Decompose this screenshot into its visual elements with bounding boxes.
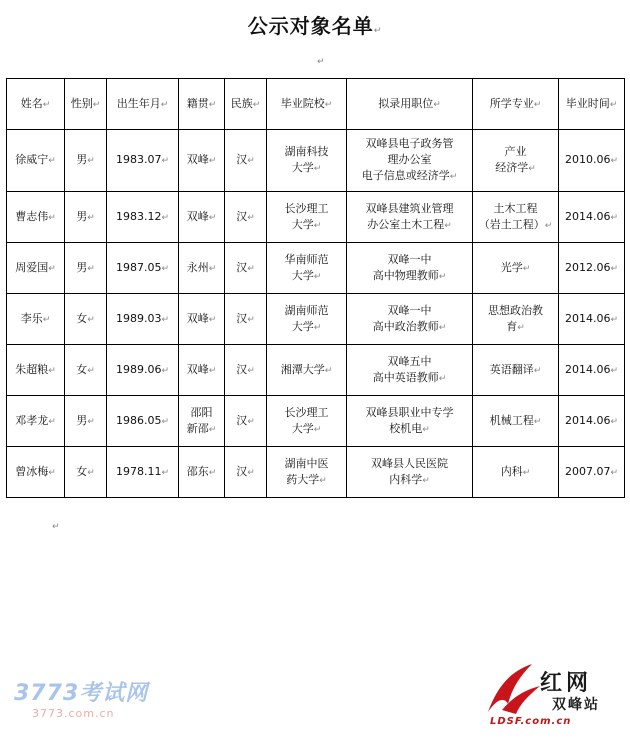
rednet-station-text: 双峰站 xyxy=(552,697,600,713)
paragraph-mark: ↵ xyxy=(87,365,95,376)
paragraph-mark: ↵ xyxy=(247,365,255,376)
paragraph-mark: ↵ xyxy=(444,220,452,231)
table-cell: 土木工程 （岩土工程）↵ xyxy=(473,192,559,243)
table-row xyxy=(7,130,625,192)
title-text: 公示对象名单 xyxy=(247,14,374,38)
table-cell: 内科↵ xyxy=(473,447,559,498)
table-cell: 机械工程↵ xyxy=(473,396,559,447)
table-cell: 2014.06↵ xyxy=(559,396,625,447)
table-cell: 1989.03↵ xyxy=(107,294,179,345)
document-title xyxy=(0,10,630,39)
paragraph-mark: ↵ xyxy=(247,263,255,274)
paragraph-mark: ↵ xyxy=(52,522,60,532)
table-row xyxy=(7,192,625,243)
paragraph-mark: ↵ xyxy=(252,99,261,110)
table-row xyxy=(7,294,625,345)
paragraph-mark: ↵ xyxy=(517,322,525,333)
exam-site-watermark xyxy=(14,676,174,720)
paragraph-mark: ↵ xyxy=(438,322,447,333)
rednet-logo-text: 红网 xyxy=(540,671,593,696)
paragraph-mark: ↵ xyxy=(533,365,542,376)
table-cell: 湘潭大学↵ xyxy=(267,345,347,396)
column-header: 性别↵ xyxy=(65,79,107,130)
column-header: 籍贯↵ xyxy=(179,79,225,130)
table-cell: 2014.06↵ xyxy=(559,192,625,243)
column-header: 出生年月↵ xyxy=(107,79,179,130)
table-cell: 女↵ xyxy=(65,294,107,345)
table-cell: 双峰↵ xyxy=(179,130,225,192)
paragraph-mark: ↵ xyxy=(48,416,56,427)
table-cell: 2010.06↵ xyxy=(559,130,625,192)
column-header: 姓名↵ xyxy=(7,79,65,130)
paragraph-mark: ↵ xyxy=(422,424,430,435)
exam-site-logo-text: 3773考试网 xyxy=(14,681,149,706)
table-cell: 徐威宁↵ xyxy=(7,130,65,192)
table-cell: 1983.12↵ xyxy=(107,192,179,243)
paragraph-mark: ↵ xyxy=(208,424,217,435)
paragraph-mark: ↵ xyxy=(161,212,170,223)
table-row xyxy=(7,345,625,396)
table-cell: 双峰↵ xyxy=(179,192,225,243)
table-cell: 男↵ xyxy=(65,243,107,294)
table-cell: 湖南科技 大学↵ xyxy=(267,130,347,192)
table-cell: 女↵ xyxy=(65,345,107,396)
table-cell: 思想政治教 育↵ xyxy=(473,294,559,345)
paragraph-mark: ↵ xyxy=(610,156,619,166)
rednet-swoosh-icon xyxy=(482,660,544,718)
paragraph-mark: ↵ xyxy=(208,314,217,325)
paragraph-mark: ↵ xyxy=(313,322,322,333)
paragraph-mark: ↵ xyxy=(449,172,458,182)
table-cell: 邵东↵ xyxy=(179,447,225,498)
table-cell: 李乐↵ xyxy=(7,294,65,345)
table-cell: 1989.06↵ xyxy=(107,345,179,396)
table-cell: 双峰县职业中专学 校机电↵ xyxy=(347,396,473,447)
paragraph-mark: ↵ xyxy=(533,99,542,110)
table-cell: 2014.06↵ xyxy=(559,345,625,396)
paragraph-mark: ↵ xyxy=(317,57,325,67)
paragraph-mark: ↵ xyxy=(319,475,327,486)
table-cell: 邵阳 新邵↵ xyxy=(179,396,225,447)
table-cell: 曹志伟↵ xyxy=(7,192,65,243)
table-cell: 2014.06↵ xyxy=(559,294,625,345)
paragraph-mark: ↵ xyxy=(609,99,618,110)
paragraph-mark: ↵ xyxy=(247,314,255,325)
table-header-row xyxy=(7,79,625,130)
paragraph-mark: ↵ xyxy=(610,263,619,274)
table-cell: 湖南师范 大学↵ xyxy=(267,294,347,345)
paragraph-mark: ↵ xyxy=(247,416,255,427)
paragraph-mark: ↵ xyxy=(87,212,95,223)
table-cell: 1987.05↵ xyxy=(107,243,179,294)
table-cell: 长沙理工 大学↵ xyxy=(267,396,347,447)
table-cell: 汉↵ xyxy=(225,447,267,498)
paragraph-mark: ↵ xyxy=(161,365,170,376)
paragraph-mark: ↵ xyxy=(313,220,322,231)
table-cell: 女↵ xyxy=(65,447,107,498)
paragraph-mark: ↵ xyxy=(610,212,619,223)
table-cell: 双峰县电子政务管 理办公室 电子信息或经济学↵ xyxy=(347,130,473,192)
table-cell: 男↵ xyxy=(65,396,107,447)
paragraph-mark: ↵ xyxy=(247,212,255,223)
column-header: 毕业院校↵ xyxy=(267,79,347,130)
column-header: 所学专业↵ xyxy=(473,79,559,130)
table-row xyxy=(7,396,625,447)
table-cell: 长沙理工 大学↵ xyxy=(267,192,347,243)
table-cell: 双峰一中 高中物理教师↵ xyxy=(347,243,473,294)
paragraph-mark: ↵ xyxy=(313,424,322,435)
paragraph-mark: ↵ xyxy=(533,416,542,427)
paragraph-mark: ↵ xyxy=(610,416,619,427)
table-cell: 汉↵ xyxy=(225,396,267,447)
paragraph-mark: ↵ xyxy=(522,467,531,478)
table-cell: 产业 经济学↵ xyxy=(473,130,559,192)
paragraph-mark: ↵ xyxy=(610,467,619,478)
paragraph-mark: ↵ xyxy=(48,212,56,223)
paragraph-mark: ↵ xyxy=(87,156,95,166)
table-cell: 双峰↵ xyxy=(179,294,225,345)
table-cell: 汉↵ xyxy=(225,345,267,396)
paragraph-mark: ↵ xyxy=(422,475,430,486)
table-cell: 1978.11↵ xyxy=(107,447,179,498)
paragraph-mark: ↵ xyxy=(313,164,322,174)
table-cell: 男↵ xyxy=(65,130,107,192)
table-cell: 华南师范 大学↵ xyxy=(267,243,347,294)
paragraph-mark: ↵ xyxy=(247,467,255,478)
table-cell: 双峰五中 高中英语教师↵ xyxy=(347,345,473,396)
paragraph-mark: ↵ xyxy=(87,416,95,427)
paragraph-mark: ↵ xyxy=(522,263,531,274)
table-row xyxy=(7,243,625,294)
paragraph-mark: ↵ xyxy=(48,467,56,478)
paragraph-mark: ↵ xyxy=(433,99,441,110)
table-cell: 永州↵ xyxy=(179,243,225,294)
exam-site-url: 3773.com.cn xyxy=(32,707,115,720)
table-cell: 2012.06↵ xyxy=(559,243,625,294)
paragraph-mark: ↵ xyxy=(42,99,51,110)
paragraph-mark: ↵ xyxy=(438,373,447,384)
paragraph-mark: ↵ xyxy=(610,314,619,325)
paragraph-mark: ↵ xyxy=(48,365,56,376)
column-header: 毕业时间↵ xyxy=(559,79,625,130)
paragraph-mark: ↵ xyxy=(208,99,217,110)
paragraph-mark: ↵ xyxy=(161,156,170,166)
paragraph-mark: ↵ xyxy=(247,156,255,166)
table-body xyxy=(7,130,625,498)
table-cell: 男↵ xyxy=(65,192,107,243)
table-cell: 1983.07↵ xyxy=(107,130,179,192)
table-cell: 双峰一中 高中政治教师↵ xyxy=(347,294,473,345)
table-cell: 双峰县人民医院 内科学↵ xyxy=(347,447,473,498)
table-cell: 1986.05↵ xyxy=(107,396,179,447)
paragraph-mark: ↵ xyxy=(324,99,333,110)
paragraph-mark: ↵ xyxy=(161,314,170,325)
paragraph-mark: ↵ xyxy=(208,212,217,223)
column-header: 拟录用职位↵ xyxy=(347,79,473,130)
paragraph-mark: ↵ xyxy=(544,220,553,231)
roster-table xyxy=(6,78,625,498)
paragraph-mark: ↵ xyxy=(48,156,56,166)
table-cell: 朱超粮↵ xyxy=(7,345,65,396)
paragraph-mark: ↵ xyxy=(160,99,169,110)
table-cell: 双峰县建筑业管理 办公室土木工程↵ xyxy=(347,192,473,243)
paragraph-mark: ↵ xyxy=(528,164,536,174)
paragraph-mark: ↵ xyxy=(208,467,217,478)
table-cell: 汉↵ xyxy=(225,130,267,192)
paragraph-mark: ↵ xyxy=(208,156,217,166)
paragraph-mark: ↵ xyxy=(208,263,217,274)
paragraph-mark: ↵ xyxy=(161,467,170,478)
table-row xyxy=(7,447,625,498)
table-cell: 邓孝龙↵ xyxy=(7,396,65,447)
table-cell: 汉↵ xyxy=(225,294,267,345)
table-cell: 光学↵ xyxy=(473,243,559,294)
rednet-url: LDSF.com.cn xyxy=(490,716,572,727)
table-cell: 周爱国↵ xyxy=(7,243,65,294)
table-cell: 英语翻译↵ xyxy=(473,345,559,396)
table-cell: 曾冰梅↵ xyxy=(7,447,65,498)
paragraph-mark: ↵ xyxy=(42,314,51,325)
table-cell: 湖南中医 药大学↵ xyxy=(267,447,347,498)
paragraph-mark: ↵ xyxy=(87,314,95,325)
paragraph-mark: ↵ xyxy=(324,365,333,376)
rednet-watermark xyxy=(482,660,622,732)
paragraph-mark: ↵ xyxy=(438,271,447,282)
paragraph-mark: ↵ xyxy=(610,365,619,376)
paragraph-mark: ↵ xyxy=(208,365,217,376)
table-cell: 双峰↵ xyxy=(179,345,225,396)
table-cell: 汉↵ xyxy=(225,192,267,243)
paragraph-mark: ↵ xyxy=(161,416,170,427)
paragraph-mark: ↵ xyxy=(313,271,322,282)
paragraph-mark: ↵ xyxy=(87,263,95,274)
paragraph-mark: ↵ xyxy=(373,26,383,36)
paragraph-mark: ↵ xyxy=(161,263,170,274)
paragraph-mark: ↵ xyxy=(87,467,95,478)
column-header: 民族↵ xyxy=(225,79,267,130)
table-cell: 汉↵ xyxy=(225,243,267,294)
paragraph-mark: ↵ xyxy=(92,99,101,110)
paragraph-mark: ↵ xyxy=(48,263,56,274)
table-cell: 2007.07↵ xyxy=(559,447,625,498)
